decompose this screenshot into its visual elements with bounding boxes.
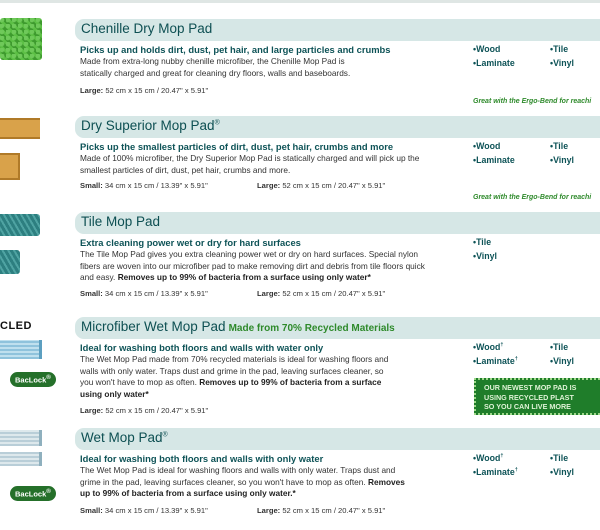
surface-mark: †: [514, 356, 518, 363]
product-title: Wet Mop Pad: [81, 430, 163, 445]
surface-label: Laminate: [476, 467, 515, 477]
product-tagline: Extra cleaning power wet or dry for hard surfaces: [80, 237, 301, 248]
surface-label: Tile: [553, 342, 569, 352]
surface-vinyl: •Vinyl: [550, 155, 574, 165]
surface-laminate: •Laminate: [473, 58, 515, 68]
product-description: Made from extra-long nubby chenille microfiber, the Chenille Mop Pad is statically charged and great for cleaning dry floors, walls and baseboards.: [80, 56, 351, 78]
product-header-tile: [75, 212, 600, 234]
chenille-pad-image: [0, 18, 42, 60]
tile-pad-large-image: [0, 214, 40, 236]
size-small: [80, 289, 208, 298]
product-header-wet: [75, 428, 600, 450]
product-tagline: Picks up and holds dirt, dust, pet hair, and large particles and crumbs: [80, 44, 391, 55]
size-large-value: 52 cm x 15 cm / 20.47" x 5.91": [280, 181, 386, 190]
size-large: [257, 289, 385, 298]
surface-tile: •Tile: [473, 237, 492, 247]
size-large-value: 52 cm x 15 cm / 20.47" x 5.91": [280, 506, 386, 515]
surface-label: Laminate: [476, 58, 515, 68]
surface-label: Tile: [553, 453, 569, 463]
surface-label: Laminate: [476, 155, 515, 165]
surface-tile: •Tile: [550, 453, 569, 463]
product-tagline: Ideal for washing both floors and walls with water only: [80, 342, 324, 353]
product-title-wrap: [81, 430, 168, 445]
size-small-label: Small:: [80, 506, 103, 515]
product-description: [80, 354, 398, 400]
product-description: Made of 100% microfiber, the Dry Superior Mop Pad is statically charged and will pick up the smallest particles of dirt, dust, pet hair, crumbs and more.: [80, 153, 420, 175]
surface-label: Laminate: [476, 356, 515, 366]
description-bold: Removes up to 99% of bacteria from a surface using only water*: [117, 272, 371, 283]
size-large-label: Large:: [80, 86, 104, 95]
surface-label: Vinyl: [553, 356, 574, 366]
baclock-badge: [10, 372, 56, 387]
surface-label: Vinyl: [476, 251, 497, 261]
product-title: Tile Mop Pad: [81, 214, 161, 229]
product-tagline: Ideal for washing both floors and walls with only water: [80, 453, 324, 464]
description-text: The Tile Mop Pad gives you extra cleaning power wet or dry on hard surfaces. Special nylon fibers are woven into our microfiber pad to make removing dirt and debris from tile floors quick and easy.: [80, 249, 425, 283]
product-title: Chenille Dry Mop Pad: [81, 21, 213, 36]
recycled-note: Made from 70% Recycled Materials: [228, 323, 395, 334]
description-bold: Removes up to 99% of bacteria from a surface using only water*: [80, 377, 382, 399]
promo-line: OUR NEWEST MOP PAD IS: [484, 383, 577, 392]
surface-tile: •Tile: [550, 44, 569, 54]
promo-line: USING RECYCLED PLAST: [484, 392, 574, 402]
surface-wood: •Wood†: [473, 342, 504, 352]
product-title: Microfiber Wet Mop Pad: [81, 319, 226, 334]
surface-wood: •Wood: [473, 44, 501, 54]
surface-label: Wood: [476, 141, 501, 151]
size-large: [257, 506, 385, 515]
surface-label: Tile: [476, 237, 492, 247]
surface-wood: •Wood†: [473, 453, 504, 463]
surface-label: Wood: [476, 342, 501, 352]
description-text: The Wet Mop Pad made from 70% recycled materials is ideal for washing floors and walls with only water. Traps dust and grime in the pad, leaving surfaces cleaner, so you won't have to mop as often.: [80, 354, 389, 388]
surface-label: Vinyl: [553, 467, 574, 477]
surface-laminate: •Laminate: [473, 155, 515, 165]
product-header-microfiber-wet: [75, 317, 600, 339]
surface-vinyl: •Vinyl: [550, 356, 574, 366]
baclock-label: BacLock: [15, 375, 47, 385]
surface-tile: •Tile: [550, 141, 569, 151]
product-title-mark: ®: [162, 431, 168, 439]
surface-wood: •Wood: [473, 141, 501, 151]
baclock-mark: ®: [46, 488, 51, 495]
size-large: [257, 181, 385, 190]
ergo-bend-note: Great with the Ergo-Bend for reachi: [473, 98, 592, 105]
surface-label: Tile: [553, 141, 569, 151]
surface-mark: †: [514, 467, 518, 474]
baclock-mark: ®: [46, 374, 51, 381]
size-large: [80, 86, 208, 95]
surface-label: Vinyl: [553, 58, 574, 68]
size-small-value: 34 cm x 15 cm / 13.39" x 5.91": [102, 289, 208, 298]
size-large-label: Large:: [257, 181, 281, 190]
size-small: [80, 181, 208, 190]
surface-label: Vinyl: [553, 155, 574, 165]
tile-pad-small-image: [0, 250, 20, 274]
product-header-dry-superior: [75, 116, 600, 138]
surface-label: Wood: [476, 453, 501, 463]
size-large-value: 52 cm x 15 cm / 20.47" x 5.91": [280, 289, 386, 298]
product-description: [80, 249, 432, 284]
surface-vinyl: •Vinyl: [550, 58, 574, 68]
size-large-label: Large:: [80, 406, 104, 415]
ergo-bend-note: Great with the Ergo-Bend for reachi: [473, 194, 592, 201]
surface-mark: †: [500, 342, 504, 349]
size-small-label: Small:: [80, 289, 103, 298]
product-header-chenille: [75, 19, 600, 41]
description-text: The Wet Mop Pad is ideal for washing floors and walls with only water. Traps dust and grime in the pad, leaving surfaces cleaner, so you won't have to mop as often.: [80, 465, 396, 487]
size-large-label: Large:: [257, 289, 281, 298]
description-bold: Removes up to 99% of bacteria from a surface using only water.*: [80, 476, 405, 499]
surface-laminate: •Laminate†: [473, 356, 518, 366]
surface-tile: •Tile: [550, 342, 569, 352]
surface-mark: †: [500, 453, 504, 460]
size-large-value: 52 cm x 15 cm / 20.47" x 5.91": [103, 406, 209, 415]
recycled-side-label: CLED: [0, 320, 32, 332]
wet-pad-small-image: [0, 452, 42, 466]
size-small: [80, 506, 208, 515]
wet-pad-large-image: [0, 430, 42, 446]
product-title: Dry Superior Mop Pad: [81, 118, 215, 133]
surface-laminate: •Laminate†: [473, 467, 518, 477]
product-title-wrap: [81, 118, 220, 133]
surface-label: Tile: [553, 44, 569, 54]
size-small-label: Small:: [80, 181, 103, 190]
size-small-value: 34 cm x 15 cm / 13.39" x 5.91": [102, 506, 208, 515]
product-title-mark: ®: [214, 119, 220, 127]
dry-superior-pad-large-image: [0, 118, 40, 139]
product-title-wrap: [81, 319, 395, 334]
dry-superior-pad-small-image: [0, 153, 20, 180]
microfiber-wet-pad-image: [0, 340, 42, 359]
product-description: [80, 465, 410, 500]
baclock-label: BacLock: [15, 489, 47, 499]
baclock-badge: [10, 486, 56, 501]
size-large-value: 52 cm x 15 cm / 20.47" x 5.91": [103, 86, 209, 95]
surface-vinyl: •Vinyl: [550, 467, 574, 477]
recycled-promo-box: [474, 378, 600, 415]
surface-label: Wood: [476, 44, 501, 54]
surface-vinyl: •Vinyl: [473, 251, 497, 261]
size-small-value: 34 cm x 15 cm / 13.39" x 5.91": [102, 181, 208, 190]
size-large: [80, 406, 208, 415]
promo-line: SO YOU CAN LIVE MORE: [484, 402, 571, 412]
product-tagline: Picks up the smallest particles of dirt, dust, pet hair, crumbs and more: [80, 141, 394, 152]
top-band: [0, 0, 600, 3]
size-large-label: Large:: [257, 506, 281, 515]
